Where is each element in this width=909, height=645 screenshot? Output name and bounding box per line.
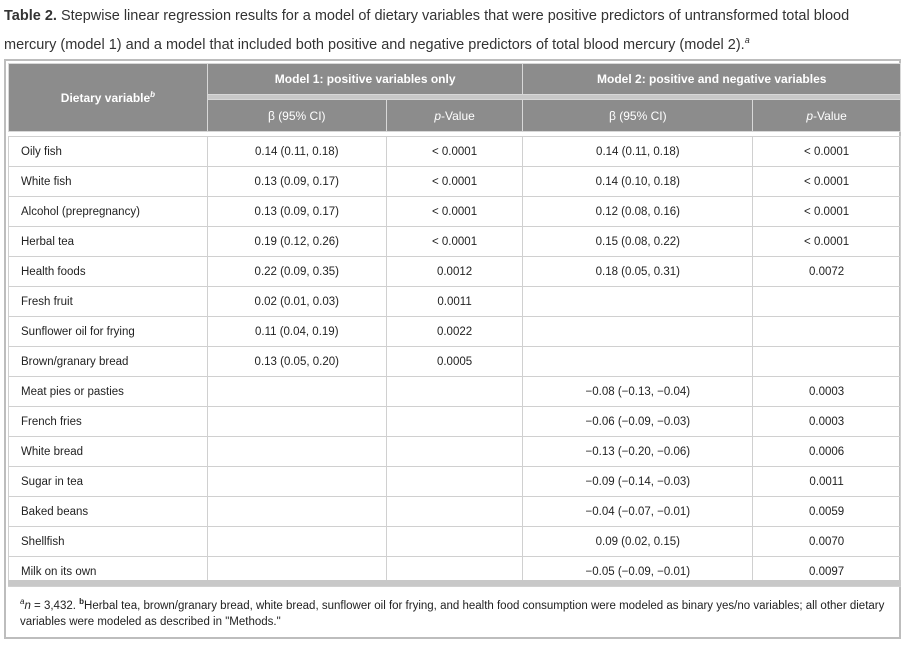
table-row (9, 347, 901, 377)
cell-variable: Meat pies or pasties (9, 377, 208, 407)
table-footnote: $^a$n = 3,432. $^b$Herbal tea, brown/granary bread, white bread, sunflower oil for frying, and health food consumption were modeled as binary yes/no variables; all other dietary variables were modeled as described in "Methods." (20, 597, 885, 628)
cell-m2-beta: −0.13 (−0.20, −0.06) (523, 437, 753, 467)
cell-m1-beta: 0.13 (0.09, 0.17) (207, 197, 386, 227)
cell-m2-beta: −0.08 (−0.13, −0.04) (523, 377, 753, 407)
cell-m1-beta (207, 467, 386, 497)
footnote-separator (8, 580, 901, 586)
cell-m2-pvalue: < 0.0001 (753, 197, 901, 227)
cell-m1-pvalue: 0.0022 (386, 317, 523, 347)
cell-m2-beta: −0.05 (−0.09, −0.01) (523, 557, 753, 587)
cell-variable: Milk on its own (9, 557, 208, 587)
cell-m2-beta: 0.18 (0.05, 0.31) (523, 257, 753, 287)
cell-m1-beta (207, 377, 386, 407)
cell-m2-pvalue: 0.0006 (753, 437, 901, 467)
table-row (9, 197, 901, 227)
cell-m1-pvalue: 0.0012 (386, 257, 523, 287)
table-row (9, 167, 901, 197)
caption-text: Stepwise linear regression results for a model of dietary variables that were positive predictors of untransformed total blood mercury (model 1) and a model that included both positive and negative predictors of total blood mercury (model 2). (4, 8, 850, 53)
table-row (9, 407, 901, 437)
table-caption (4, 4, 894, 57)
header-m2-beta: β (95% CI) (523, 100, 753, 132)
cell-m2-beta: −0.06 (−0.09, −0.03) (523, 407, 753, 437)
cell-m2-beta: 0.09 (0.02, 0.15) (523, 527, 753, 557)
cell-variable: Herbal tea (9, 227, 208, 257)
cell-m2-pvalue: 0.0011 (753, 467, 901, 497)
cell-m1-beta: 0.13 (0.09, 0.17) (207, 167, 386, 197)
cell-variable: Oily fish (9, 137, 208, 167)
cell-m2-pvalue: < 0.0001 (753, 137, 901, 167)
cell-variable: Brown/granary bread (9, 347, 208, 377)
cell-m2-beta (523, 287, 753, 317)
cell-m2-beta: 0.14 (0.10, 0.18) (523, 167, 753, 197)
table-row (9, 137, 901, 167)
cell-m1-pvalue (386, 407, 523, 437)
cell-m1-pvalue: < 0.0001 (386, 197, 523, 227)
cell-m2-beta: −0.09 (−0.14, −0.03) (523, 467, 753, 497)
cell-m1-beta: 0.22 (0.09, 0.35) (207, 257, 386, 287)
cell-m2-pvalue: < 0.0001 (753, 167, 901, 197)
table-row (9, 527, 901, 557)
header-dietary-variable: Dietary variable$^b$ (9, 64, 208, 132)
cell-m1-beta: 0.13 (0.05, 0.20) (207, 347, 386, 377)
cell-m2-pvalue: 0.0097 (753, 557, 901, 587)
cell-m1-beta: 0.11 (0.04, 0.19) (207, 317, 386, 347)
cell-m1-pvalue: 0.0005 (386, 347, 523, 377)
table-row (9, 257, 901, 287)
cell-m2-beta: 0.14 (0.11, 0.18) (523, 137, 753, 167)
cell-variable: Sugar in tea (9, 467, 208, 497)
cell-m1-pvalue: < 0.0001 (386, 227, 523, 257)
cell-m1-beta: 0.14 (0.11, 0.18) (207, 137, 386, 167)
cell-m1-pvalue (386, 497, 523, 527)
cell-m1-pvalue: 0.0011 (386, 287, 523, 317)
cell-m2-beta: −0.04 (−0.07, −0.01) (523, 497, 753, 527)
table-row (9, 377, 901, 407)
cell-m2-pvalue: 0.0003 (753, 377, 901, 407)
cell-variable: Health foods (9, 257, 208, 287)
cell-m1-beta (207, 437, 386, 467)
cell-m1-pvalue (386, 437, 523, 467)
caption-note-mark: a (744, 35, 750, 45)
cell-m2-pvalue: 0.0070 (753, 527, 901, 557)
table-row (9, 287, 901, 317)
header-m1-pvalue: p-Value (386, 100, 523, 132)
cell-m2-beta: 0.15 (0.08, 0.22) (523, 227, 753, 257)
cell-variable: Fresh fruit (9, 287, 208, 317)
cell-m2-pvalue (753, 287, 901, 317)
cell-m1-beta: 0.19 (0.12, 0.26) (207, 227, 386, 257)
cell-m2-pvalue: 0.0072 (753, 257, 901, 287)
table-label: Table 2. (4, 8, 57, 24)
cell-m1-beta (207, 497, 386, 527)
cell-variable: Shellfish (9, 527, 208, 557)
cell-variable: White fish (9, 167, 208, 197)
cell-m1-beta: 0.02 (0.01, 0.03) (207, 287, 386, 317)
cell-m2-pvalue: < 0.0001 (753, 227, 901, 257)
header-model2: Model 2: positive and negative variables (523, 64, 901, 95)
cell-m2-beta (523, 347, 753, 377)
table-row (9, 317, 901, 347)
cell-m2-pvalue (753, 317, 901, 347)
cell-m1-beta (207, 407, 386, 437)
table-frame (4, 59, 901, 639)
cell-m1-pvalue (386, 377, 523, 407)
cell-m2-beta (523, 317, 753, 347)
cell-variable: Alcohol (prepregnancy) (9, 197, 208, 227)
header-m2-pvalue: p-Value (753, 100, 901, 132)
header-model1: Model 1: positive variables only (207, 64, 523, 95)
cell-variable: Sunflower oil for frying (9, 317, 208, 347)
table-row (9, 467, 901, 497)
table-row (9, 437, 901, 467)
cell-variable: French fries (9, 407, 208, 437)
header-m1-beta: β (95% CI) (207, 100, 386, 132)
table-row (9, 227, 901, 257)
cell-m1-pvalue (386, 527, 523, 557)
cell-m1-pvalue: < 0.0001 (386, 137, 523, 167)
cell-m2-pvalue (753, 347, 901, 377)
cell-m1-pvalue: < 0.0001 (386, 167, 523, 197)
table-row (9, 497, 901, 527)
regression-table (8, 63, 901, 587)
cell-m1-pvalue (386, 467, 523, 497)
cell-variable: White bread (9, 437, 208, 467)
cell-m2-pvalue: 0.0003 (753, 407, 901, 437)
cell-m2-beta: 0.12 (0.08, 0.16) (523, 197, 753, 227)
cell-m2-pvalue: 0.0059 (753, 497, 901, 527)
cell-m1-beta (207, 527, 386, 557)
cell-variable: Baked beans (9, 497, 208, 527)
